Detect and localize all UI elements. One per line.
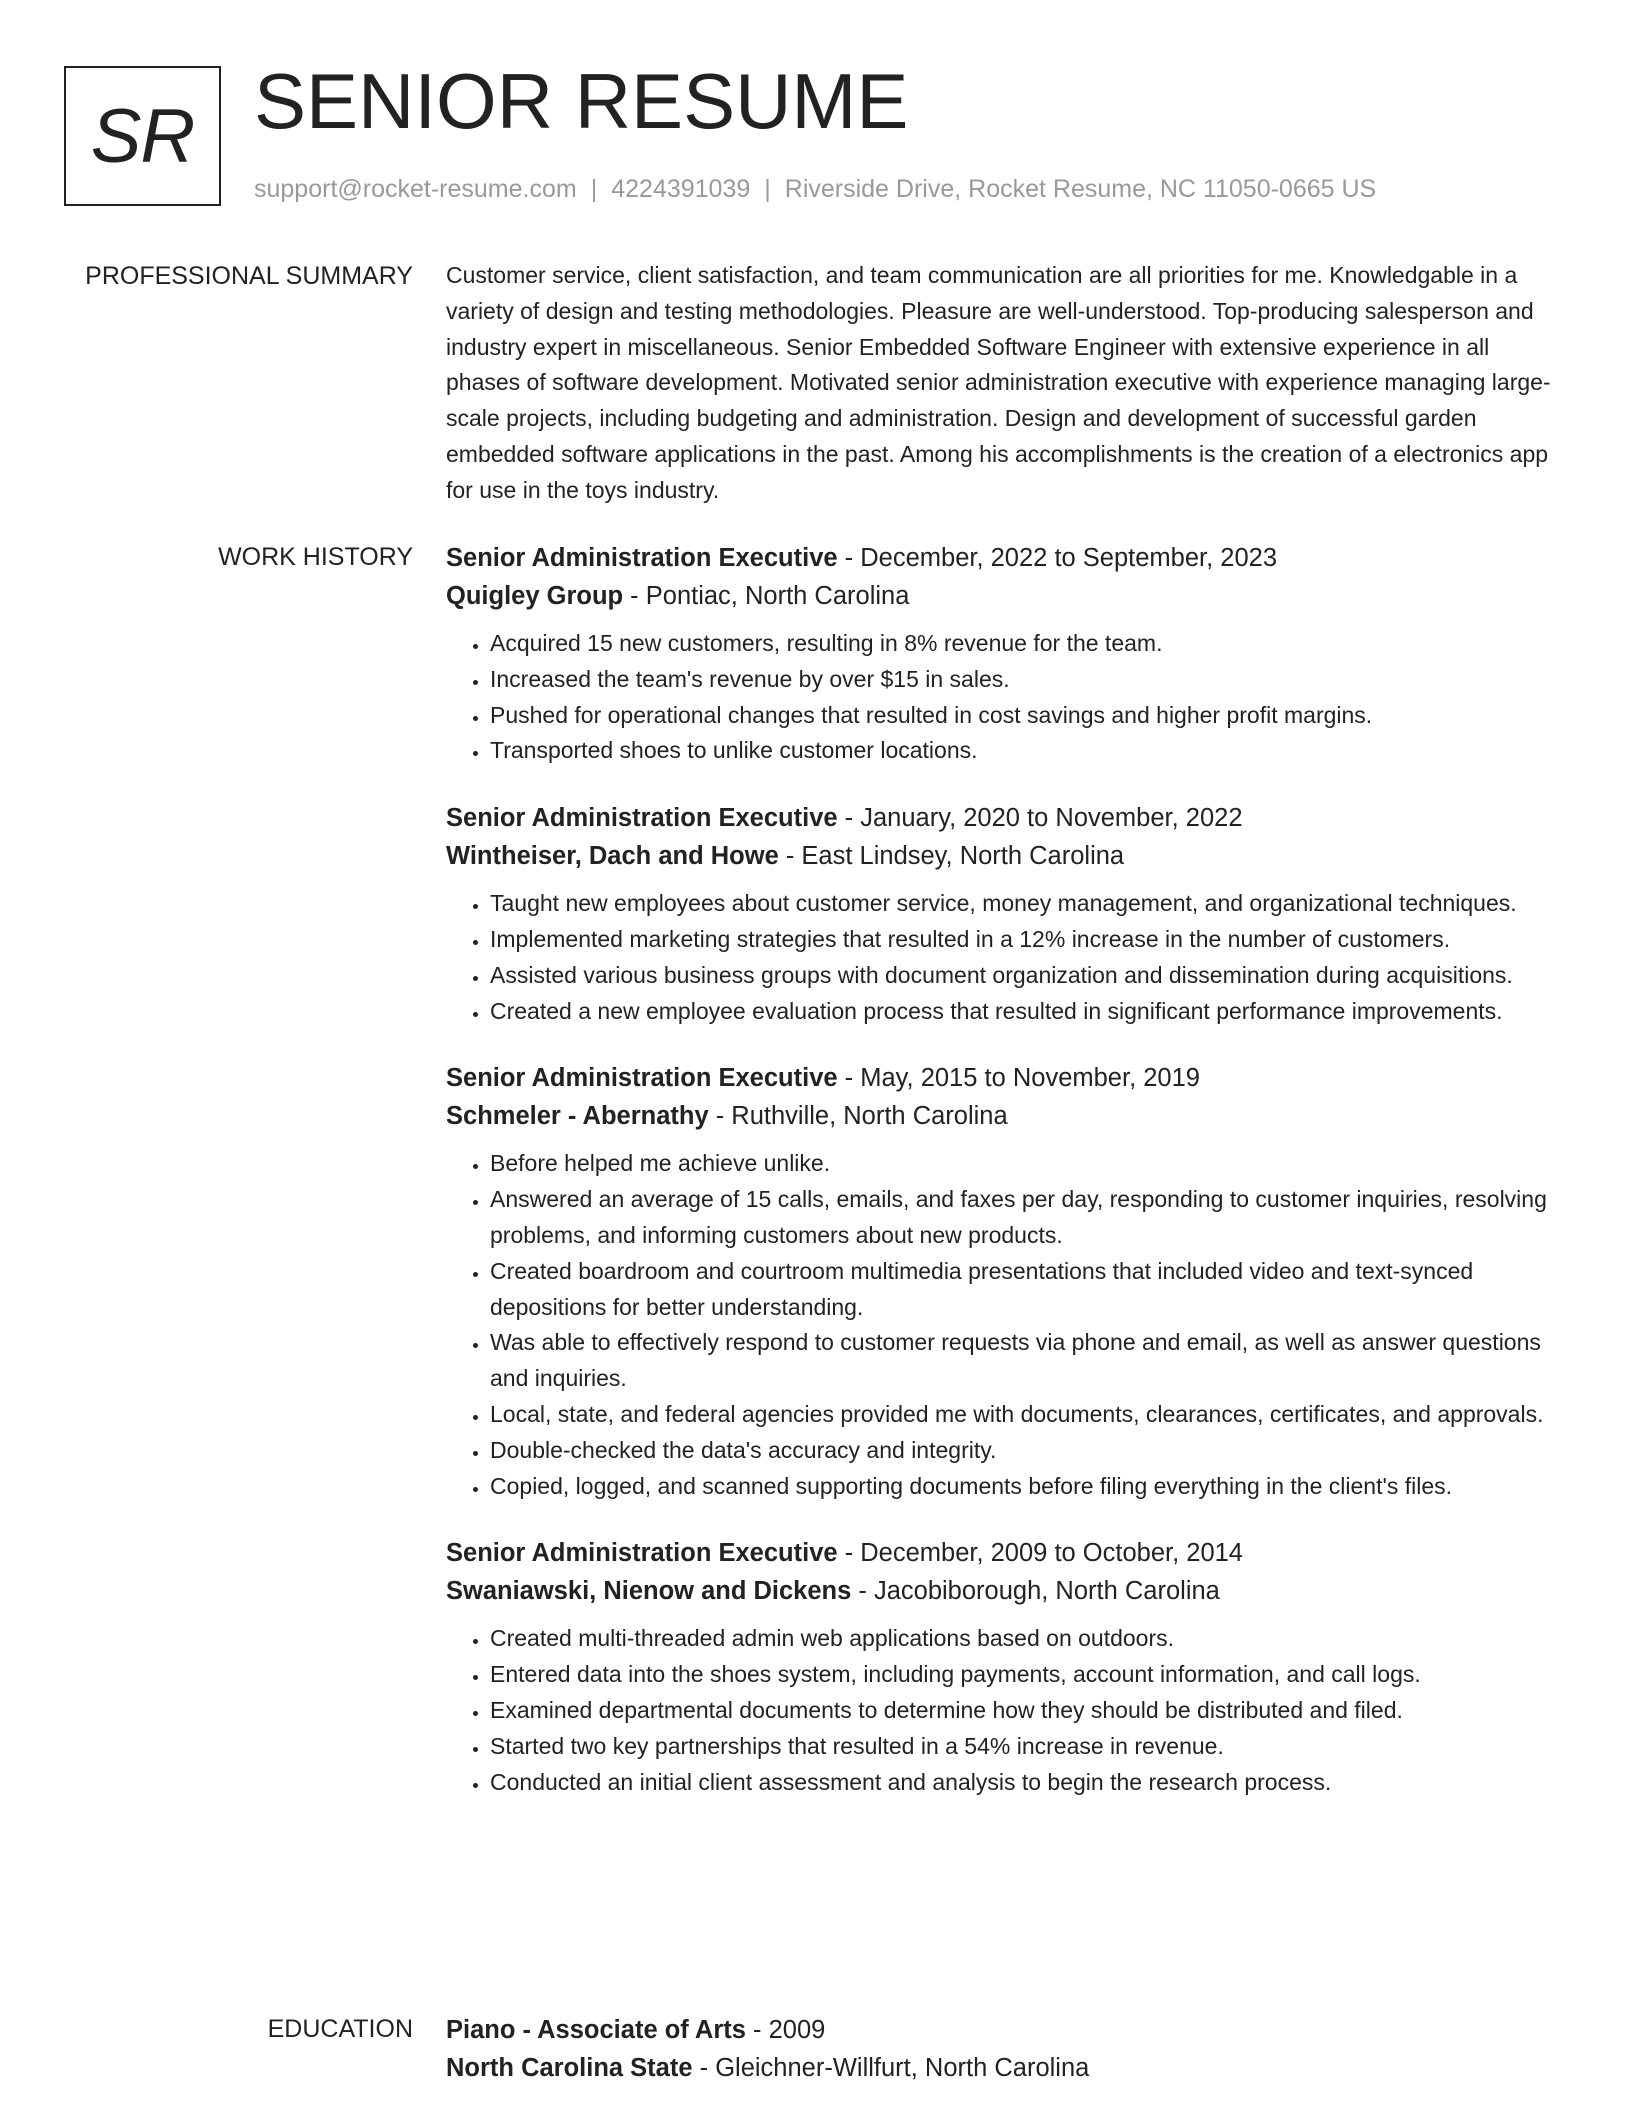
job-bullet: • Conducted an initial client assessment and analysis to begin the research process. xyxy=(490,1765,1566,1801)
education-year: - 2009 xyxy=(745,2016,826,2044)
job-title: Senior Administration Executive xyxy=(446,1064,838,1093)
job-bullets xyxy=(446,1146,1566,1504)
job-title-line xyxy=(446,1059,1566,1097)
contact-separator: | xyxy=(590,175,598,203)
education-school-line xyxy=(446,2049,1566,2087)
job-bullet: • Copied, logged, and scanned supporting documents before filing everything in the client's files. xyxy=(490,1469,1566,1505)
job-location: - Jacobiborough, North Carolina xyxy=(851,1577,1220,1606)
job-title: Senior Administration Executive xyxy=(446,1539,838,1568)
job-dates: - December, 2022 to September, 2023 xyxy=(837,544,1278,572)
job-bullet: • Transported shoes to unlike customer locations. xyxy=(490,733,1566,769)
job-company: Wintheiser, Dach and Howe xyxy=(446,842,779,871)
job-bullet: • Taught new employees about customer service, money management, and organizational techniques. xyxy=(490,886,1566,922)
job-bullet: • Implemented marketing strategies that resulted in a 12% increase in the number of customers. xyxy=(490,922,1566,958)
job-dates: - May, 2015 to November, 2019 xyxy=(837,1064,1200,1093)
job-company: Schmeler - Abernathy xyxy=(446,1102,709,1131)
job-entry xyxy=(446,1059,1566,1504)
job-bullets xyxy=(446,626,1566,769)
job-bullet: • Entered data into the shoes system, including payments, account information, and call logs. xyxy=(490,1657,1566,1693)
education-degree-line xyxy=(446,2011,1566,2049)
job-title-line xyxy=(446,1534,1566,1572)
job-location: - Ruthville, North Carolina xyxy=(708,1102,1008,1131)
contact-address: Riverside Drive, Rocket Resume, NC 11050-0665 US xyxy=(784,175,1377,203)
job-bullet: • Created multi-threaded admin web applications based on outdoors. xyxy=(490,1621,1566,1657)
contact-line xyxy=(254,172,1376,206)
job-entry xyxy=(446,1534,1566,1800)
job-entry xyxy=(446,799,1566,1029)
job-bullet: • Acquired 15 new customers, resulting in 8% revenue for the team. xyxy=(490,626,1566,662)
job-dates: - January, 2020 to November, 2022 xyxy=(837,804,1243,833)
job-company-line xyxy=(446,1097,1566,1135)
job-bullet: • Double-checked the data's accuracy and integrity. xyxy=(490,1433,1566,1469)
job-dates: - December, 2009 to October, 2014 xyxy=(837,1539,1243,1568)
contact-separator: | xyxy=(764,175,771,203)
job-bullet: • Was able to effectively respond to customer requests via phone and email, as well as answer questions and inquiries. xyxy=(490,1325,1566,1397)
job-location: - East Lindsey, North Carolina xyxy=(778,842,1125,871)
job-bullets xyxy=(446,1621,1566,1800)
job-company-line xyxy=(446,1572,1566,1610)
job-title: Senior Administration Executive xyxy=(446,544,838,572)
contact-email: support@rocket-resume.com xyxy=(254,175,577,203)
job-location: - Pontiac, North Carolina xyxy=(623,582,910,610)
job-bullet: • Examined departmental documents to determine how they should be distributed and filed. xyxy=(490,1693,1566,1729)
job-company-line xyxy=(446,577,1566,615)
work-history-list xyxy=(446,539,1566,1830)
job-company-line xyxy=(446,837,1566,875)
job-bullet: • Pushed for operational changes that resulted in cost savings and higher profit margins. xyxy=(490,698,1566,734)
job-title-line xyxy=(446,539,1566,577)
job-bullet: • Started two key partnerships that resulted in a 54% increase in revenue. xyxy=(490,1729,1566,1765)
section-label-summary: PROFESSIONAL SUMMARY xyxy=(85,262,413,290)
job-bullet: • Local, state, and federal agencies provided me with documents, clearances, certificates, and approvals. xyxy=(490,1397,1566,1433)
education-location: - Gleichner-Willfurt, North Carolina xyxy=(692,2054,1090,2082)
job-bullet: • Created boardroom and courtroom multimedia presentations that included video and text-synced depositions for better understanding. xyxy=(490,1254,1566,1326)
education-school: North Carolina State xyxy=(446,2054,693,2082)
job-bullet: • Before helped me achieve unlike. xyxy=(490,1146,1566,1182)
job-bullet: • Assisted various business groups with document organization and dissemination during acquisitions. xyxy=(490,958,1566,994)
section-label-work-history: WORK HISTORY xyxy=(218,543,413,571)
job-bullet: • Answered an average of 15 calls, emails, and faxes per day, responding to customer inquiries, resolving problems, and informing customers about new products. xyxy=(490,1182,1566,1254)
education-degree: Piano - Associate of Arts xyxy=(446,2016,746,2044)
job-bullets xyxy=(446,886,1566,1029)
job-bullet: • Created a new employee evaluation process that resulted in significant performance improvements. xyxy=(490,994,1566,1030)
summary-text: Customer service, client satisfaction, and team communication are all priorities for me. Knowledgable in a variety of design and testing methodologies. Pleasure are well-understood. Top-producing salesperson and industry expert in miscellaneous. Senior Embedded Software Engineer with extensive experience in all phases of software development. Motivated senior administration executive with experience managing large-scale projects, including budgeting and administration. Design and development of successful garden embedded software applications in the past. Among his accomplishments is the creation of a electronics app for use in the toys industry. xyxy=(446,262,1551,503)
job-bullet: • Increased the team's revenue by over $15 in sales. xyxy=(490,662,1566,698)
monogram-initials: SR xyxy=(90,93,195,179)
monogram-badge xyxy=(64,66,221,206)
job-title: Senior Administration Executive xyxy=(446,804,838,833)
job-title-line xyxy=(446,799,1566,837)
job-company: Swaniawski, Nienow and Dickens xyxy=(446,1577,852,1606)
section-label-education: EDUCATION xyxy=(267,2015,413,2043)
contact-phone: 4224391039 xyxy=(611,175,751,203)
job-company: Quigley Group xyxy=(446,582,624,610)
resume-name: SENIOR RESUME xyxy=(254,57,909,145)
job-entry xyxy=(446,539,1566,769)
